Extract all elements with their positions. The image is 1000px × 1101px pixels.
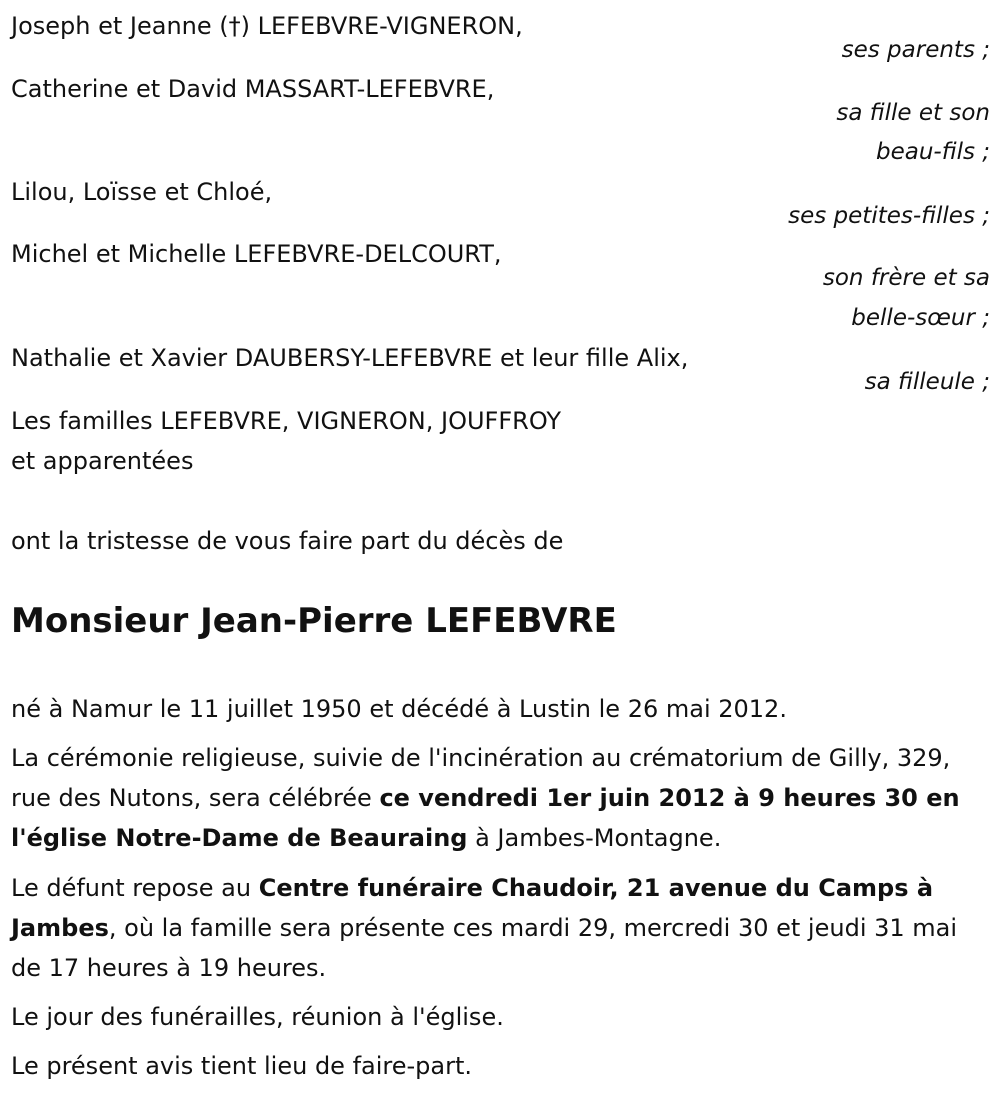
family-line-families-2: et apparentées — [11, 447, 194, 475]
role-brother-line-1: son frère et sa — [822, 265, 990, 291]
ceremony-paragraph — [11, 738, 989, 858]
family-line-granddaughters: Lilou, Loïsse et Chloé, — [11, 178, 273, 206]
family-line-daughter: Catherine et David MASSART-LEFEBVRE, — [11, 75, 495, 103]
family-line-families-1: Les familles LEFEBVRE, VIGNERON, JOUFFROY — [11, 407, 562, 435]
birth-death-text: né à Namur le 11 juillet 1950 et décédé à Lustin le 26 mai 2012. — [11, 695, 787, 723]
ceremony-location-suffix: à Jambes-Montagne. — [467, 824, 722, 852]
role-daughter-line-2: beau-fils ; — [875, 139, 990, 165]
repose-paragraph — [11, 868, 989, 988]
notice-text: Le présent avis tient lieu de faire-part. — [11, 1052, 473, 1080]
role-parents: ses parents ; — [841, 37, 990, 63]
reunion-text: Le jour des funérailles, réunion à l'église. — [11, 1003, 504, 1031]
repose-text: Le défunt repose au — [11, 874, 259, 902]
ceremony-text: La cérémonie religieuse, suivie de l'incinération au crématorium de Gilly, 329, rue des Nutons, sera célébrée — [11, 744, 951, 812]
family-line-goddaughter: Nathalie et Xavier DAUBERSY-LEFEBVRE et leur fille Alix, — [11, 344, 689, 372]
role-goddaughter: sa filleule ; — [864, 369, 990, 395]
intro-text: ont la tristesse de vous faire part du décès de — [11, 527, 564, 555]
funeral-center: Centre funéraire Chaudoir, 21 avenue du Camps à Jambes — [11, 874, 934, 942]
deceased-name: Monsieur Jean-Pierre LEFEBVRE — [11, 601, 617, 641]
repose-visit-times: , où la famille sera présente ces mardi 29, mercredi 30 et jeudi 31 mai de 17 heures à 19 heures. — [11, 914, 958, 982]
role-brother-line-2: belle-sœur ; — [851, 305, 990, 331]
role-daughter-line-1: sa fille et son — [836, 100, 990, 126]
ceremony-date-place: ce vendredi 1er juin 2012 à 9 heures 30 en l'église Notre-Dame de Beauraing — [11, 784, 960, 852]
family-line-brother: Michel et Michelle LEFEBVRE-DELCOURT, — [11, 240, 502, 268]
role-granddaughters: ses petites-filles ; — [788, 203, 990, 229]
family-line-parents: Joseph et Jeanne (†) LEFEBVRE-VIGNERON, — [11, 12, 523, 40]
